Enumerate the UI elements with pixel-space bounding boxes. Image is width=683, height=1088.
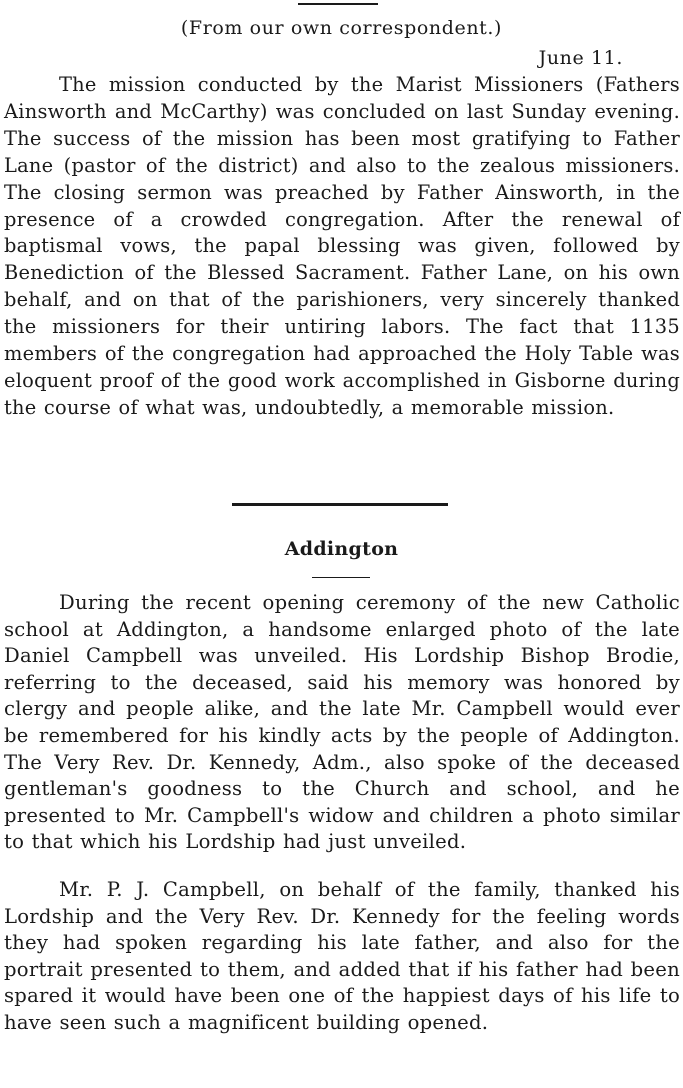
heading-underline-rule bbox=[312, 577, 370, 578]
mission-report-paragraph: The mission conducted by the Marist Missioners (Fathers Ainsworth and McCarthy) was concluded on last Sunday evening. The success of the mission has been most gratifying to Father Lane (pastor of the district) and also to the zealous missioners. The closing sermon was preached by Father Ainsworth, in the presence of a crowded congregation. After the renewal of baptismal vows, the papal blessing was given, followed by Benediction of the Blessed Sacrament. Father Lane, on his own behalf, and on that of the parishioners, very sincerely thanked the missioners for their untiring labors. The fact that 1135 members of the congregation had approached the Holy Table was eloquent proof of the good work accomplished in Gisborne during the course of what was, undoubtedly, a memorable mission. bbox=[4, 73, 680, 419]
addington-paragraph-2: Mr. P. J. Campbell, on behalf of the family, thanked his Lordship and the Very Rev. Dr. Kennedy for the feeling words they had spoken regarding his late father, and also for the portrait presented to them, and added that if his father had been spared it would have been one of the happiest days of his life to have seen such a magnificent building opened. bbox=[4, 878, 680, 1034]
dateline: June 11. bbox=[538, 47, 623, 69]
addington-paragraph-1: During the recent opening ceremony of the new Catholic school at Addington, a handsome enlarged photo of the late Daniel Campbell was unveiled. His Lordship Bishop Brodie, referring to the deceased, said his memory was honored by clergy and people alike, and the late Mr. Campbell would ever be remembered for his kindly acts by the people of Addington. The Very Rev. Dr. Kennedy, Adm., also spoke of the deceased gentleman's goodness to the Church and school, and he presented to Mr. Campbell's widow and children a photo similar to that which his Lordship had just unveiled. bbox=[4, 591, 680, 854]
section-heading-addington: Addington bbox=[284, 538, 399, 560]
top-divider-rule bbox=[298, 3, 378, 5]
correspondent-byline: (From our own correspondent.) bbox=[180, 17, 503, 39]
section-divider-rule bbox=[232, 503, 448, 506]
